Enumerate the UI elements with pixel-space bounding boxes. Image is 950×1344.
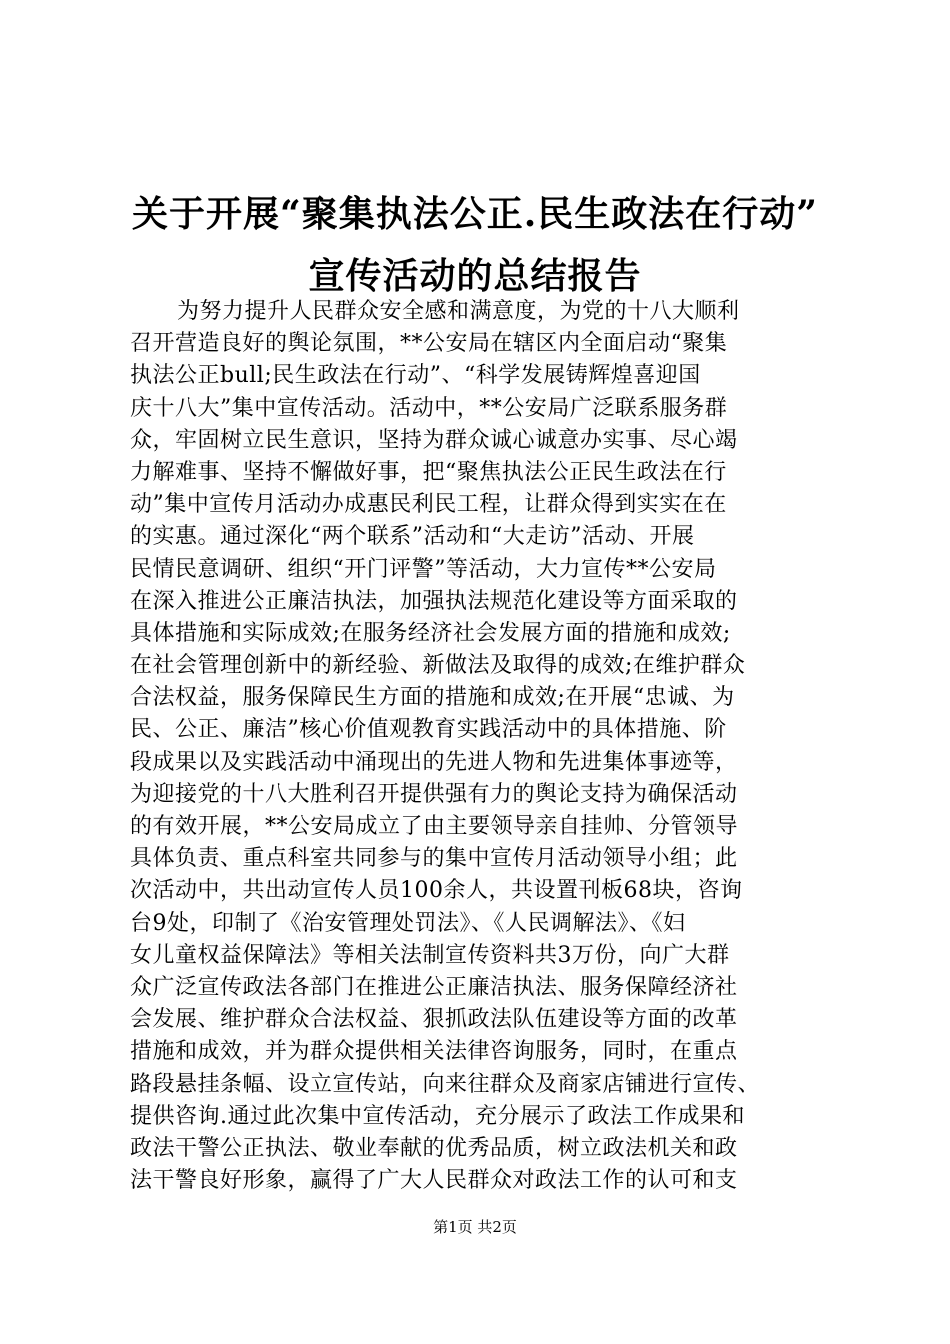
body-line: 具体措施和实际成效;在服务经济社会发展方面的措施和成效; — [130, 620, 731, 646]
document-body — [130, 296, 830, 1197]
body-line: 民情民意调研、组织“开门评警”等活动，大力宣传**公安局 — [130, 556, 717, 582]
body-line: 女儿童权益保障法》等相关法制宣传资料共3万份，向广大群 — [130, 942, 730, 968]
body-line: 在深入推进公正廉洁执法，加强执法规范化建设等方面采取的 — [130, 588, 738, 614]
body-line: 为迎接党的十八大胜利召开提供强有力的舆论支持为确保活动 — [130, 781, 738, 807]
body-line: 众，牢固树立民生意识，坚持为群众诚心诚意办实事、尽心竭 — [130, 427, 738, 453]
body-line: 提供咨询.通过此次集中宣传活动，充分展示了政法工作成果和 — [130, 1103, 745, 1129]
body-line: 次活动中，共出动宣传人员100余人，共设置刊板68块，咨询 — [130, 878, 743, 904]
body-line: 措施和成效，并为群众提供相关法律咨询服务，同时，在重点 — [130, 1039, 738, 1065]
body-line: 力解难事、坚持不懈做好事，把“聚焦执法公正民生政法在行 — [130, 459, 727, 485]
body-line: 合法权益，服务保障民生方面的措施和成效;在开展“忠诚、为 — [130, 685, 735, 711]
body-line: 法干警良好形象，赢得了广大人民群众对政法工作的认可和支 — [130, 1168, 738, 1194]
body-line: 的实惠。通过深化“两个联系”活动和“大走访”活动、开展 — [130, 524, 695, 550]
body-line: 召开营造良好的舆论氛围，**公安局在辖区内全面启动“聚集 — [130, 331, 728, 357]
body-line: 为努力提升人民群众安全感和满意度，为党的十八大顺利 — [177, 299, 740, 324]
document-title-line-1: 关于开展“聚集执法公正.民生政法在行动” — [132, 193, 818, 235]
page-footer: 第1页 共2页 — [433, 1218, 517, 1236]
body-line: 民、公正、廉洁”核心价值观教育实践活动中的具体措施、阶 — [130, 717, 727, 743]
body-line: 段成果以及实践活动中涌现出的先进人物和先进集体事迹等， — [130, 749, 738, 775]
body-line: 在社会管理创新中的新经验、新做法及取得的成效;在维护群众 — [130, 653, 746, 679]
body-line: 路段悬挂条幅、设立宣传站，向来往群众及商家店铺进行宣传、 — [130, 1071, 761, 1097]
body-line: 政法干警公正执法、敬业奉献的优秀品质，树立政法机关和政 — [130, 1135, 738, 1161]
body-line: 执法公正bull;民生政法在行动”、“科学发展铸辉煌喜迎国 — [130, 363, 701, 389]
body-line: 具体负责、重点科室共同参与的集中宣传月活动领导小组；此 — [130, 846, 738, 872]
body-line: 台9处，印制了《治安管理处罚法》、《人民调解法》、《妇 — [130, 910, 686, 936]
body-line: 的有效开展，**公安局成立了由主要领导亲自挂帅、分管领导 — [130, 814, 739, 839]
body-line: 动”集中宣传月活动办成惠民利民工程，让群众得到实实在在 — [130, 492, 727, 518]
document-title-line-2: 宣传活动的总结报告 — [308, 255, 642, 297]
body-line: 会发展、维护群众合法权益、狠抓政法队伍建设等方面的改革 — [130, 1007, 738, 1033]
body-line: 庆十八大”集中宣传活动。活动中，**公安局广泛联系服务群 — [130, 395, 728, 421]
body-line: 众广泛宣传政法各部门在推进公正廉洁执法、服务保障经济社 — [130, 974, 738, 1000]
